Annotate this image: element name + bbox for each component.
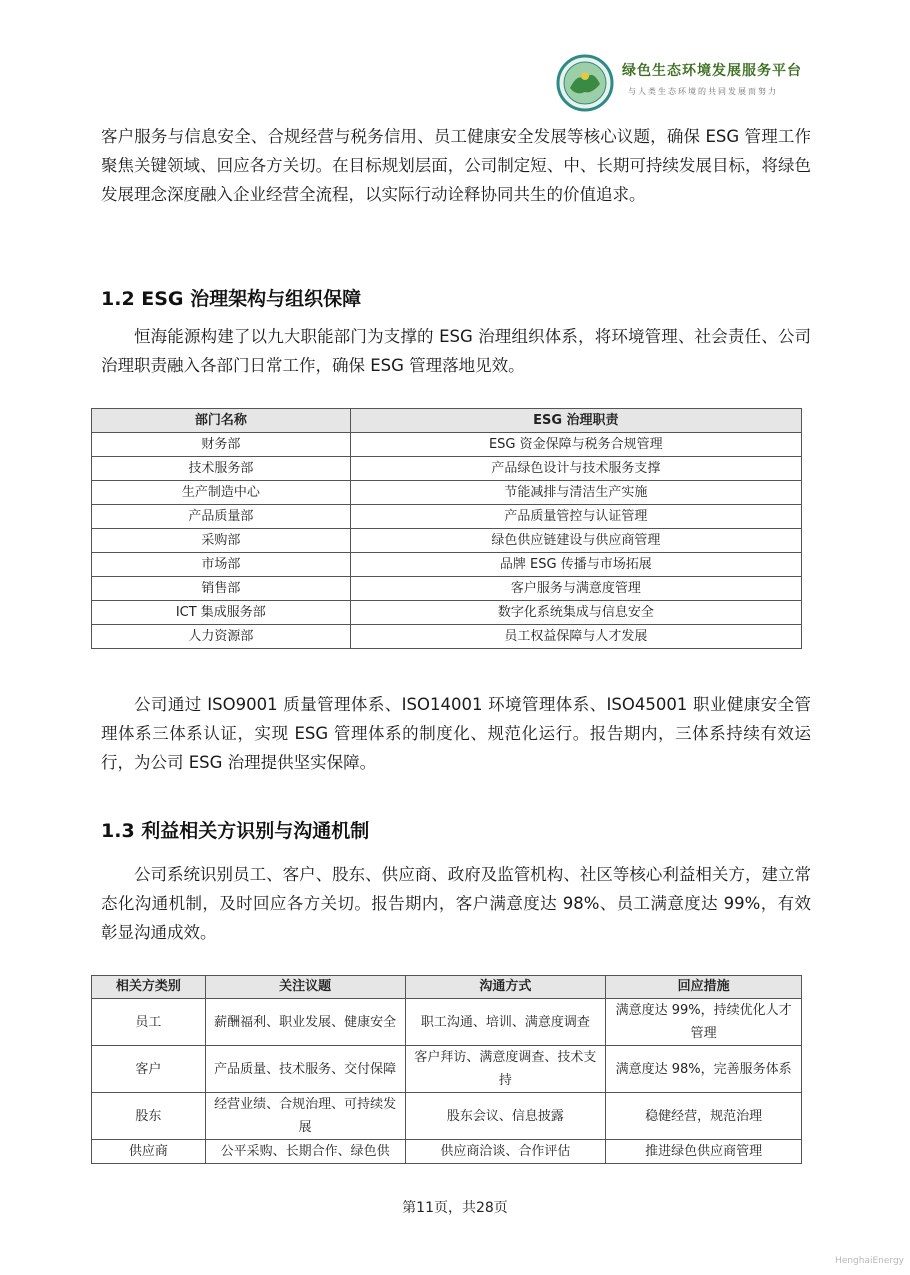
table-row xyxy=(92,433,802,457)
table-row xyxy=(92,481,802,505)
topic-cell: 公平采购、长期合作、绿色供 xyxy=(205,1140,405,1164)
stakeholder-cell: 股东 xyxy=(92,1093,206,1140)
duty-cell: 产品绿色设计与技术服务支撑 xyxy=(350,457,801,481)
table-row xyxy=(92,1140,802,1164)
table-row xyxy=(92,1046,802,1093)
department-cell: 市场部 xyxy=(92,553,351,577)
channel-cell: 供应商洽谈、合作评估 xyxy=(405,1140,606,1164)
column-header: 相关方类别 xyxy=(92,976,206,999)
duty-cell: 节能减排与清洁生产实施 xyxy=(350,481,801,505)
seal-emblem-icon xyxy=(556,54,614,112)
table-row xyxy=(92,553,802,577)
duty-cell: 员工权益保障与人才发展 xyxy=(350,625,801,649)
section-1-3-paragraph: 公司系统识别员工、客户、股东、供应商、政府及监管机构、社区等核心利益相关方，建立常态化沟通机制，及时回应各方关切。报告期内，客户满意度达 98%、员工满意度达 99%，有效彰显沟通成效。 xyxy=(101,865,811,942)
table-header-row xyxy=(92,976,802,999)
logo-subtitle: 与人类生态环境的共同发展而努力 xyxy=(628,87,778,96)
table-row xyxy=(92,529,802,553)
table-header-row xyxy=(92,409,802,433)
table-row xyxy=(92,457,802,481)
channel-cell: 职工沟通、培训、满意度调查 xyxy=(405,999,606,1046)
watermark: HenghaiEnergy xyxy=(835,1256,904,1266)
stakeholder-cell: 供应商 xyxy=(92,1140,206,1164)
table-row xyxy=(92,999,802,1046)
response-cell: 稳健经营，规范治理 xyxy=(606,1093,802,1140)
department-cell: 采购部 xyxy=(92,529,351,553)
table-row xyxy=(92,577,802,601)
intro-paragraph: 客户服务与信息安全、合规经营与税务信用、员工健康安全发展等核心议题，确保 ESG 管理工作聚焦关键领域、回应各方关切。在目标规划层面，公司制定短、中、长期可持续发展目标，将绿色发展理念深度融入企业经营全流程，以实际行动诠释协同共生的价值追求。 xyxy=(101,127,811,204)
response-cell: 推进绿色供应商管理 xyxy=(606,1140,802,1164)
department-cell: ICT 集成服务部 xyxy=(92,601,351,625)
stakeholder-cell: 客户 xyxy=(92,1046,206,1093)
column-header: 回应措施 xyxy=(606,976,802,999)
response-cell: 满意度达 98%，完善服务体系 xyxy=(606,1046,802,1093)
channel-cell: 客户拜访、满意度调查、技术支持 xyxy=(405,1046,606,1093)
department-cell: 产品质量部 xyxy=(92,505,351,529)
topic-cell: 产品质量、技术服务、交付保障 xyxy=(205,1046,405,1093)
channel-cell: 股东会议、信息披露 xyxy=(405,1093,606,1140)
duty-cell: 数字化系统集成与信息安全 xyxy=(350,601,801,625)
section-1-2-paragraph: 恒海能源构建了以九大职能部门为支撑的 ESG 治理组织体系，将环境管理、社会责任、公司治理职责融入各部门日常工作，确保 ESG 管理落地见效。 xyxy=(101,327,811,375)
platform-logo xyxy=(556,54,812,112)
certification-paragraph: 公司通过 ISO9001 质量管理体系、ISO14001 环境管理体系、ISO45001 职业健康安全管理体系三体系认证，实现 ESG 管理体系的制度化、规范化运行。报告期内，三体系持续有效运行，为公司 ESG 治理提供坚实保障。 xyxy=(101,695,811,772)
table-row xyxy=(92,601,802,625)
duty-cell: 品牌 ESG 传播与市场拓展 xyxy=(350,553,801,577)
duty-cell: 绿色供应链建设与供应商管理 xyxy=(350,529,801,553)
department-cell: 生产制造中心 xyxy=(92,481,351,505)
column-header: ESG 治理职责 xyxy=(350,409,801,433)
duty-cell: 产品质量管控与认证管理 xyxy=(350,505,801,529)
department-cell: 财务部 xyxy=(92,433,351,457)
section-1-2-title: 1.2 ESG 治理架构与组织保障 xyxy=(101,288,362,310)
column-header: 关注议题 xyxy=(205,976,405,999)
column-header: 部门名称 xyxy=(92,409,351,433)
stakeholder-cell: 员工 xyxy=(92,999,206,1046)
department-cell: 人力资源部 xyxy=(92,625,351,649)
logo-title: 绿色生态环境发展服务平台 xyxy=(622,63,802,79)
department-duties-table xyxy=(91,408,802,649)
topic-cell: 经营业绩、合规治理、可持续发展 xyxy=(205,1093,405,1140)
table-row xyxy=(92,625,802,649)
section-1-3-title: 1.3 利益相关方识别与沟通机制 xyxy=(101,820,370,842)
duty-cell: ESG 资金保障与税务合规管理 xyxy=(350,433,801,457)
duty-cell: 客户服务与满意度管理 xyxy=(350,577,801,601)
page-number: 第11页，共28页 xyxy=(402,1200,508,1216)
response-cell: 满意度达 99%，持续优化人才管理 xyxy=(606,999,802,1046)
topic-cell: 薪酬福利、职业发展、健康安全 xyxy=(205,999,405,1046)
table-row xyxy=(92,505,802,529)
stakeholder-communication-table xyxy=(91,975,802,1164)
column-header: 沟通方式 xyxy=(405,976,606,999)
department-cell: 技术服务部 xyxy=(92,457,351,481)
table-row xyxy=(92,1093,802,1140)
department-cell: 销售部 xyxy=(92,577,351,601)
